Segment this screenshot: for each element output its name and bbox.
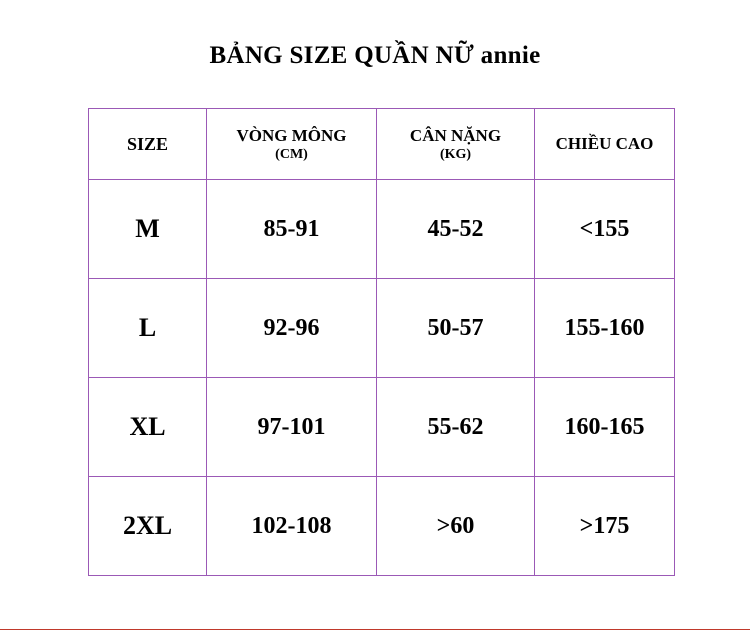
- table-row: [89, 477, 675, 576]
- column-header-hip-unit: (CM): [275, 146, 308, 162]
- column-header-hip-label: VÒNG MÔNG: [236, 125, 347, 145]
- cell-size: 2XL: [89, 477, 207, 576]
- cell-weight: 50-57: [377, 279, 535, 378]
- column-header-weight: [377, 109, 535, 180]
- cell-hip: 102-108: [207, 477, 377, 576]
- cell-size: L: [89, 279, 207, 378]
- column-header-weight-unit: (KG): [439, 146, 472, 162]
- table-row: [89, 180, 675, 279]
- cell-weight: >60: [377, 477, 535, 576]
- size-table: [88, 108, 675, 576]
- cell-height: <155: [535, 180, 675, 279]
- column-header-size: SIZE: [89, 109, 207, 180]
- bottom-divider: [0, 629, 750, 630]
- cell-hip: 85-91: [207, 180, 377, 279]
- cell-height: 155-160: [535, 279, 675, 378]
- column-header-height: CHIỀU CAO: [535, 109, 675, 180]
- size-table-container: [88, 108, 674, 576]
- cell-size: XL: [89, 378, 207, 477]
- table-row: [89, 378, 675, 477]
- column-header-hip: [207, 109, 377, 180]
- table-row: [89, 279, 675, 378]
- cell-height: 160-165: [535, 378, 675, 477]
- cell-weight: 55-62: [377, 378, 535, 477]
- cell-hip: 97-101: [207, 378, 377, 477]
- cell-weight: 45-52: [377, 180, 535, 279]
- cell-size: M: [89, 180, 207, 279]
- table-header-row: [89, 109, 675, 180]
- column-header-weight-label: CÂN NẶNG: [409, 125, 502, 145]
- page-title: BẢNG SIZE QUẦN NỮ annie: [209, 42, 541, 69]
- cell-height: >175: [535, 477, 675, 576]
- cell-hip: 92-96: [207, 279, 377, 378]
